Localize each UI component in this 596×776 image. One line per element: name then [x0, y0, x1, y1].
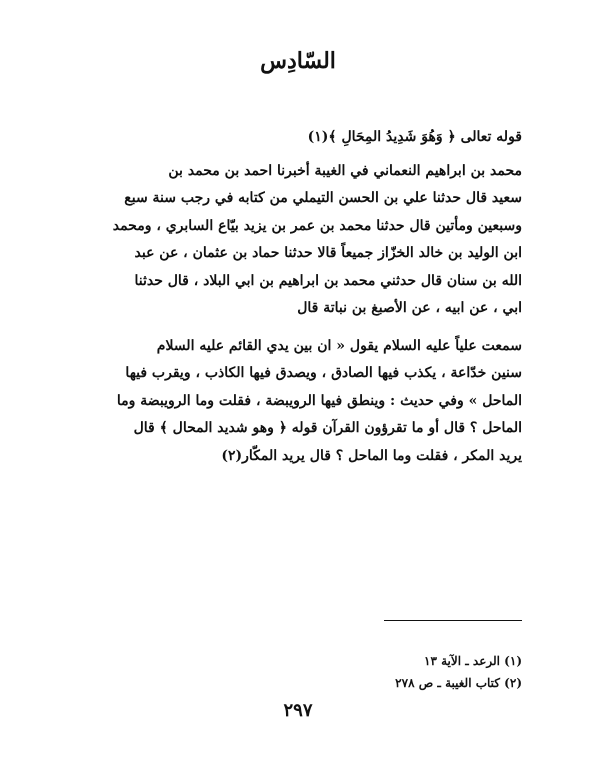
paragraph-2 — [70, 333, 522, 471]
text-line: سمعت علياً عليه السلام يقول « ان بين يدي القائم عليه السلام — [156, 337, 522, 354]
page-number: ٢٩٧ — [283, 700, 313, 721]
text-line: سنين خدّاعة ، يكذب فيها الصادق ، ويصدق فيها الكاذب ، ويقرب فيها — [125, 365, 522, 381]
footnotes — [222, 650, 522, 694]
text-line: يريد المكر ، فقلت وما الماحل ؟ قال يريد المكّار(٢) — [221, 447, 522, 464]
text-line: وسبعين ومأتين قال حدثنا محمد بن عمر بن يزيد بيّاع السابري ، ومحمد — [112, 217, 522, 234]
text-line: الله بن سنان قال حدثني محمد بن ابراهيم بن ابي البلاد ، قال حدثنا — [134, 272, 522, 289]
footnote-2: (٢) كتاب الغيبة ـ ص ٢٧٨ — [395, 676, 522, 690]
footnote-1: (١) الرعد ـ الآية ١٣ — [424, 654, 522, 668]
text-line: سعيد قال حدثنا علي بن الحسن التيملي من كتابه في رجب سنة سبع — [124, 190, 522, 206]
text-line: ابن الوليد بن خالد الخزّاز جميعاً قالا حدثنا حماد بن عثمان ، عن عبد — [134, 245, 522, 261]
text-line: قوله تعالى ﴿ وَهُوَ شَدِيدُ المِحَالِ ﴾(١) — [307, 129, 522, 145]
text-line: محمد بن ابراهيم النعماني في الغيبة أخبرنا احمد بن محمد بن — [168, 162, 522, 179]
main-text — [70, 124, 522, 470]
text-line: الماحل » وفي حديث : وينطق فيها الرويبضة ، فقلت وما الرويبضة وما — [116, 392, 522, 409]
paragraph-1 — [70, 124, 522, 323]
footnote-divider — [384, 620, 522, 621]
chapter-heading: السّادِس — [260, 48, 336, 74]
text-line: ابي ، عن ابيه ، عن الأصبغ بن نباتة قال — [297, 300, 522, 316]
text-line: الماحل ؟ قال أو ما تقرؤون القرآن قوله ﴿ وهو شديد المحال ﴾ قال — [133, 420, 522, 436]
